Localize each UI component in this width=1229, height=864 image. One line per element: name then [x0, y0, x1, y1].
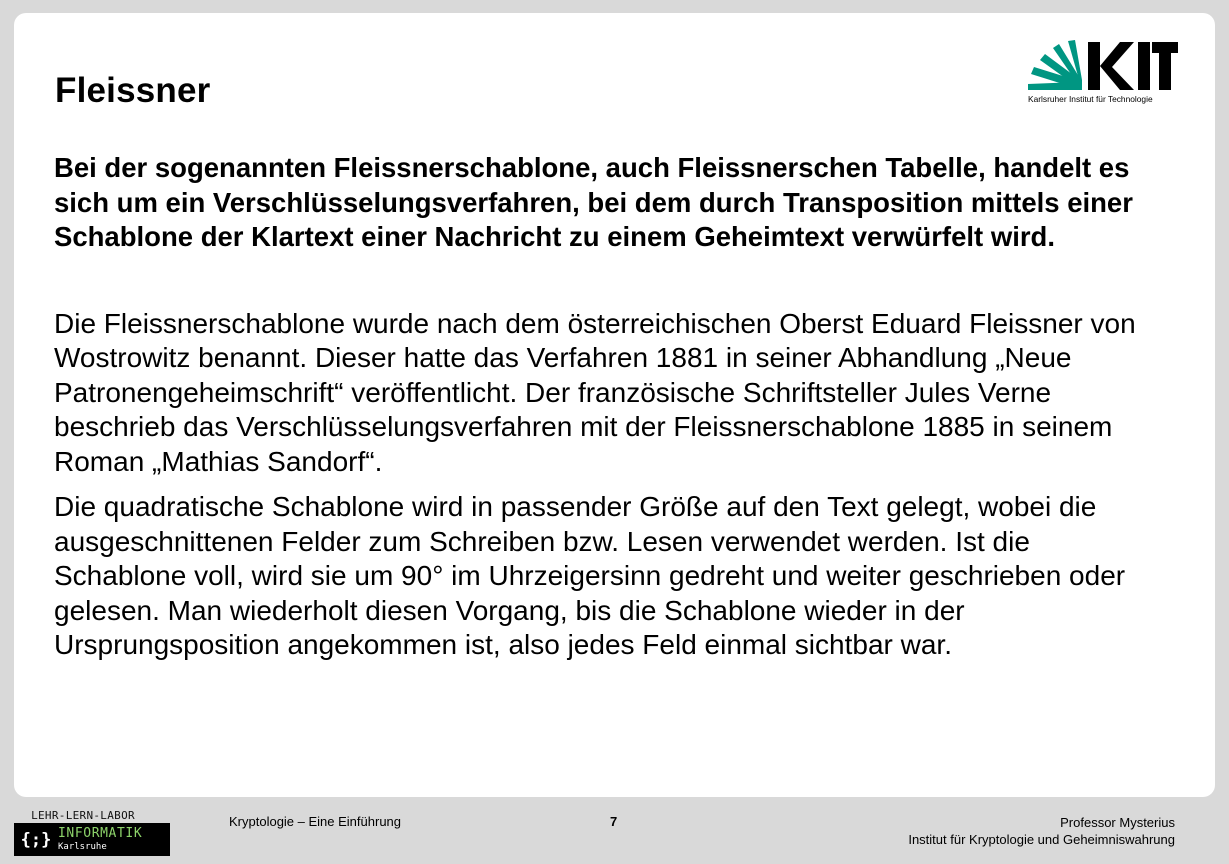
footer-author-block	[908, 814, 1175, 848]
slide-footer	[0, 797, 1229, 864]
lab-logo-name: INFORMATIK	[58, 826, 143, 841]
lehr-lern-labor-logo	[14, 809, 170, 856]
slide-content	[54, 151, 1164, 674]
footer-course: Kryptologie – Eine Einführung	[229, 814, 402, 829]
lab-logo-city: Karlsruhe	[58, 842, 107, 852]
braces-icon: {;}	[20, 829, 52, 850]
lead-paragraph: Bei der sogenannten Fleissnerschablone, auch Fleissnerschen Tabelle, handelt es sich um ein Verschlüsselungsverfahren, bei dem durch Transposition mittels einer Schablone der Klartext einer Nachricht zu einem Geheimtext verwürfelt wird.	[54, 152, 1133, 252]
history-paragraph: Die Fleissnerschablone wurde nach dem österreichischen Oberst Eduard Fleissner von Wostrowitz benannt. Dieser hatte das Verfahren 1881 in seiner Abhandlung „Neue Patronengeheimschrift“ veröffentlicht. Der französische Schriftsteller Jules Verne beschrieb das Verschlüsselungsverfahren mit der Fleissnerschablone 1885 in seinem Roman „Mathias Sandorf“.	[54, 307, 1136, 477]
page-number: 7	[610, 814, 618, 829]
slide-title: Fleissner	[55, 71, 211, 110]
kit-logo-mark	[1028, 40, 1178, 92]
lab-logo-box	[14, 823, 170, 856]
slide	[14, 13, 1215, 797]
kit-tagline: Karlsruher Institut für Technologie	[1028, 94, 1153, 104]
footer-institute: Institut für Kryptologie und Geheimniswahrung	[908, 832, 1175, 847]
lab-logo-top: LEHR-LERN-LABOR	[31, 809, 135, 822]
method-paragraph: Die quadratische Schablone wird in passender Größe auf den Text gelegt, wobei die ausgeschnittenen Felder zum Schreiben bzw. Lesen verwendet werden. Ist die Schablone voll, wird sie um 90° im Uhrzeigersinn gedreht und weiter geschrieben oder gelesen. Man wiederholt diesen Vorgang, bis die Schablone wieder in der Ursprungsposition angekommen ist, also jedes Feld einmal sichtbar war.	[54, 491, 1126, 660]
footer-author: Professor Mysterius	[1060, 815, 1175, 830]
kit-logo	[1028, 40, 1178, 106]
